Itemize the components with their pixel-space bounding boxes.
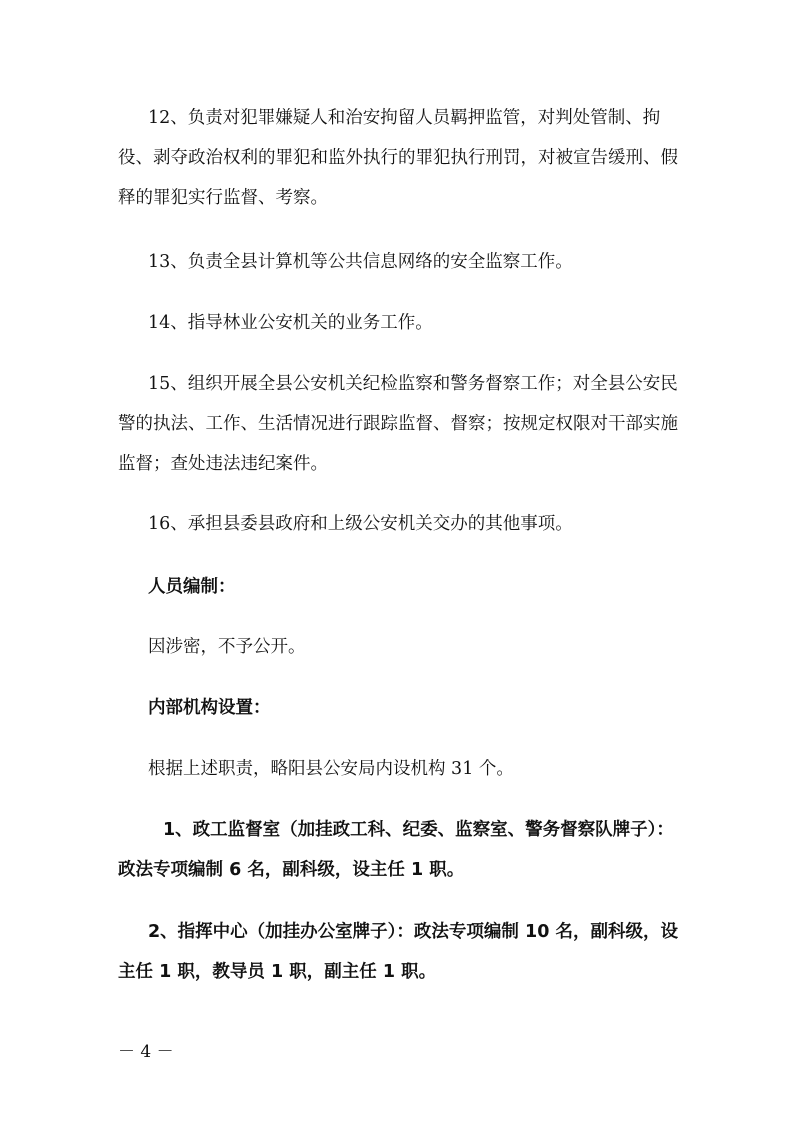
- staffing-heading: 人员编制：: [148, 577, 236, 597]
- page-number: － 4 －: [118, 1042, 174, 1062]
- structure-item-2: 2、指挥中心（加挂办公室牌子）：政法专项编制 10 名，副科级，设主任 1 职，教导员 1 职，副主任 1 职。: [118, 922, 678, 982]
- structure-item-1: 1、政工监督室（加挂政工科、纪委、监察室、警务督察队牌子）：政法专项编制 6 名，副科级，设主任 1 职。: [118, 820, 674, 880]
- duty-item-12: 12、负责对犯罪嫌疑人和治安拘留人员羁押监管，对判处管制、拘役、剥夺政治权利的罪犯和监外执行的罪犯执行刑罚，对被宣告缓刑、假释的罪犯实行监督、考察。: [118, 108, 678, 208]
- duty-item-15: 15、组织开展全县公安机关纪检监察和警务督察工作；对全县公安民警的执法、工作、生活情况进行跟踪监督、督察；按规定权限对干部实施监督；查处违法违纪案件。: [118, 374, 678, 474]
- duty-item-14: 14、指导林业公安机关的业务工作。: [148, 313, 433, 333]
- structure-heading: 内部机构设置：: [148, 698, 271, 718]
- structure-intro: 根据上述职责，略阳县公安局内设机构 31 个。: [148, 759, 514, 779]
- duty-item-16: 16、承担县委县政府和上级公安机关交办的其他事项。: [148, 514, 573, 534]
- staffing-text: 因涉密，不予公开。: [148, 637, 306, 657]
- duty-item-13: 13、负责全县计算机等公共信息网络的安全监察工作。: [148, 252, 573, 272]
